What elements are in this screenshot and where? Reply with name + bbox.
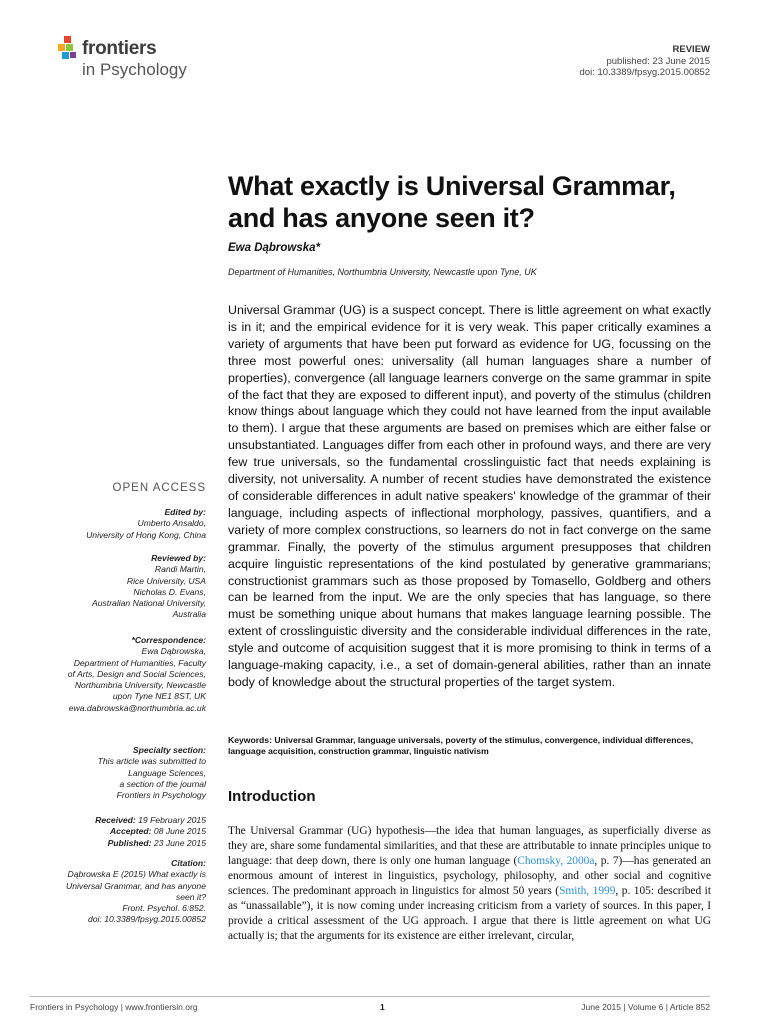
correspondence-line: Ewa Dąbrowska, <box>141 646 206 657</box>
edited-by <box>30 507 206 541</box>
accepted-date <box>30 826 206 837</box>
specialty-line: This article was submitted to <box>97 756 206 767</box>
page-number: 1 <box>380 1002 385 1012</box>
specialty-label: Specialty section: <box>132 745 206 755</box>
citation-line: Front. Psychol. 6:852. <box>122 903 206 914</box>
citation-link[interactable]: Chomsky, 2000a <box>517 855 595 867</box>
correspondence-line: upon Tyne NE1 8ST, UK <box>112 691 206 702</box>
editor-line: Umberto Ansaldo, <box>137 518 206 529</box>
citation-link[interactable]: Smith, 1999 <box>559 885 616 897</box>
citation <box>30 858 206 926</box>
brand-name: frontiers <box>82 38 157 59</box>
specialty-line: Frontiers in Psychology <box>116 790 206 801</box>
published-label: Published: <box>107 837 152 848</box>
editor-line: University of Hong Kong, China <box>86 529 206 540</box>
intro-text-part: , p. 7)—has generated an enormous amount of interest in linguistics, psychology, philosophy, and other social and cognitive sciences. The predominant approach in linguistics for almost 50 years ( <box>228 855 712 897</box>
reviewer-line: Nicholas D. Evans, <box>133 586 206 597</box>
doi-link[interactable]: doi: 10.3389/fpsyg.2015.00852 <box>579 67 710 78</box>
article-type: REVIEW <box>672 44 710 55</box>
correspondence <box>30 635 206 714</box>
reviewer-line: Australia <box>172 609 206 620</box>
journal-logo <box>58 34 208 84</box>
introduction-text <box>228 824 711 944</box>
citation-line: seen it? <box>175 891 206 902</box>
footer-divider <box>30 996 710 997</box>
correspondence-line: Department of Humanities, Faculty <box>73 657 206 668</box>
specialty-line: a section of the journal <box>119 778 206 789</box>
abstract: Universal Grammar (UG) is a suspect concept. There is little agreement on what exactly is in it; and the empirical evidence for it is very weak. This paper critically examines a variety of arguments that have been put forward as evidence for UG, focussing on the three most powerful ones: universality (all human languages share a number of properties), convergence (all language learners converge on the same grammar in spite of the fact that they are exposed to different input), and poverty of the stimulus (children know things about language which they could not have learned from the input available to them). I argue that these arguments are based on premises which are either false or unsubstantiated. Languages differ from each other in profound ways, and there are very few true universals, so the fundamental crosslinguistic fact that needs explaining is diversity, not universality. A number of recent studies have demonstrated the existence of considerable differences in adult native speakers' knowledge of the grammar of their language, including aspects of inflectional morphology, passives, quantifiers, and a variety of more complex constructions, so learners do not in fact converge on the same grammar. Finally, the poverty of the stimulus argument presupposes that children acquire linguistic representations of the kind postulated by generative grammarians; constructionist grammars such as those proposed by Tomasello, Goldberg and others can be learned from the input. We are the only species that has language, so there must be something unique about humans that makes language learning possible. The extent of crosslinguistic diversity and the considerable individual differences in the rate, style and outcome of acquisition suggest that it is more promising to think in terms of a language-making capacity, i.e., a set of domain-general abilities, rather than an innate body of knowledge about the structural properties of the target system. <box>228 303 711 689</box>
edited-by-label: Edited by: <box>164 507 206 517</box>
intro-text-part: , p. 105: described it as “unassailable”), it is now coming under increasing criticism from a variety of sources. In this paper, I provide a critical assessment of the UG approach. I argue that there is little agreement on what UG actually is; that the arguments for its existence are either irrelevant, circular, <box>228 885 711 942</box>
keywords: Keywords: Universal Grammar, language universals, poverty of the stimulus, convergence, individual differences, language acquisition, construction grammar, linguistic nativism <box>228 735 694 756</box>
received-label: Received: <box>95 815 136 825</box>
footer-issue-info: June 2015 | Volume 6 | Article 852 <box>581 1002 710 1012</box>
frontiers-logo-icon <box>58 36 80 62</box>
received-date <box>30 815 206 826</box>
open-access-label: OPEN ACCESS <box>112 482 206 494</box>
reviewed-by <box>30 553 206 621</box>
correspondence-line: of Arts, Design and Social Sciences, <box>67 668 206 679</box>
citation-line: Universal Grammar, and has anyone <box>66 880 206 891</box>
reviewer-line: Australian National University, <box>92 598 206 609</box>
specialty-section <box>30 745 206 801</box>
author-name[interactable]: Ewa Dąbrowska* <box>228 242 321 254</box>
email-link[interactable]: ewa.dabrowska@northumbria.ac.uk <box>68 702 206 713</box>
received-value: 19 February 2015 <box>138 815 206 825</box>
citation-label: Citation: <box>171 858 206 868</box>
specialty-line: Language Sciences, <box>128 767 206 778</box>
author-affiliation: Department of Humanities, Northumbria University, Newcastle upon Tyne, UK <box>228 267 537 277</box>
article-title: What exactly is Universal Grammar, and has anyone seen it? <box>228 171 676 233</box>
article-dates <box>30 815 206 849</box>
accepted-value: 08 June 2015 <box>153 826 206 837</box>
correspondence-line: Northumbria University, Newcastle <box>74 680 206 691</box>
reviewed-by-label: Reviewed by: <box>151 553 206 563</box>
footer-journal-link[interactable]: Frontiers in Psychology | www.frontiersin.org <box>30 1002 198 1012</box>
section-heading-introduction: Introduction <box>228 788 316 805</box>
intro-text-part: The Universal Grammar (UG) hypothesis—the idea that human languages, as superficially diverse as they are, share some fundamental similarities, and that these are attributable to innate principles unique to language: that deep down, there is only one human language ( <box>228 825 711 867</box>
reviewer-line: Randi Martin, <box>154 564 206 575</box>
published-value: 23 June 2015 <box>153 837 206 848</box>
accepted-label: Accepted: <box>109 826 152 837</box>
article-meta <box>580 44 710 79</box>
citation-doi[interactable]: doi: 10.3389/fpsyg.2015.00852 <box>87 914 206 925</box>
published-date: published: 23 June 2015 <box>606 55 710 67</box>
journal-name: in Psychology <box>82 60 187 79</box>
citation-line: Dąbrowska E (2015) What exactly is <box>67 869 206 880</box>
reviewer-line: Rice University, USA <box>126 575 206 586</box>
correspondence-label: *Correspondence: <box>131 635 206 645</box>
published-date-side <box>30 838 206 849</box>
